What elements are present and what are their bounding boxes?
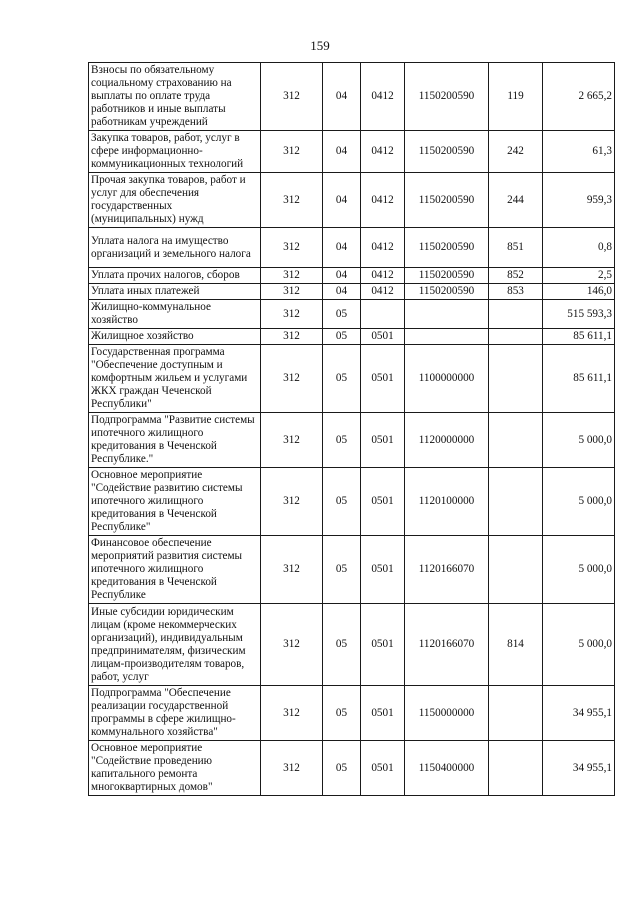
row-admin-code: 312 bbox=[261, 536, 323, 604]
row-expense-type bbox=[489, 468, 543, 536]
table-row bbox=[89, 173, 615, 228]
row-subsection: 0412 bbox=[361, 173, 405, 228]
row-name: Основное мероприятие "Содействие развитию системы ипотечного жилищного кредитования в Чеченской Республике" bbox=[89, 468, 261, 536]
row-amount: 5 000,0 bbox=[543, 604, 615, 686]
row-target-article: 1120000000 bbox=[405, 413, 489, 468]
row-admin-code: 312 bbox=[261, 63, 323, 131]
row-expense-type: 119 bbox=[489, 63, 543, 131]
row-target-article: 1150200590 bbox=[405, 131, 489, 173]
row-amount: 2,5 bbox=[543, 268, 615, 284]
row-expense-type: 244 bbox=[489, 173, 543, 228]
table-row bbox=[89, 536, 615, 604]
row-section: 05 bbox=[323, 468, 361, 536]
row-section: 04 bbox=[323, 268, 361, 284]
row-section: 05 bbox=[323, 686, 361, 741]
row-section: 04 bbox=[323, 228, 361, 268]
row-amount: 34 955,1 bbox=[543, 686, 615, 741]
row-target-article: 1150200590 bbox=[405, 63, 489, 131]
table-row bbox=[89, 300, 615, 329]
row-target-article: 1150200590 bbox=[405, 228, 489, 268]
row-subsection: 0412 bbox=[361, 63, 405, 131]
row-amount: 0,8 bbox=[543, 228, 615, 268]
row-expense-type bbox=[489, 345, 543, 413]
row-target-article: 1120166070 bbox=[405, 536, 489, 604]
row-subsection: 0501 bbox=[361, 413, 405, 468]
row-expense-type bbox=[489, 536, 543, 604]
row-admin-code: 312 bbox=[261, 268, 323, 284]
row-subsection: 0501 bbox=[361, 468, 405, 536]
row-amount: 959,3 bbox=[543, 173, 615, 228]
row-subsection: 0412 bbox=[361, 268, 405, 284]
row-amount: 5 000,0 bbox=[543, 468, 615, 536]
row-amount: 85 611,1 bbox=[543, 329, 615, 345]
table-row bbox=[89, 468, 615, 536]
row-admin-code: 312 bbox=[261, 284, 323, 300]
row-subsection: 0412 bbox=[361, 131, 405, 173]
table-row bbox=[89, 413, 615, 468]
row-subsection bbox=[361, 300, 405, 329]
row-name: Основное мероприятие "Содействие проведению капитального ремонта многоквартирных домов" bbox=[89, 741, 261, 796]
row-expense-type: 852 bbox=[489, 268, 543, 284]
table-row bbox=[89, 741, 615, 796]
row-name: Взносы по обязательному социальному страхованию на выплаты по оплате труда работников и иные выплаты работникам учреждений bbox=[89, 63, 261, 131]
row-amount: 146,0 bbox=[543, 284, 615, 300]
table-row bbox=[89, 284, 615, 300]
row-admin-code: 312 bbox=[261, 604, 323, 686]
table-row bbox=[89, 228, 615, 268]
row-section: 04 bbox=[323, 284, 361, 300]
row-admin-code: 312 bbox=[261, 329, 323, 345]
row-amount: 2 665,2 bbox=[543, 63, 615, 131]
row-section: 05 bbox=[323, 345, 361, 413]
row-expense-type bbox=[489, 741, 543, 796]
row-name: Уплата налога на имущество организаций и земельного налога bbox=[89, 228, 261, 268]
table-row bbox=[89, 604, 615, 686]
table-row bbox=[89, 63, 615, 131]
row-expense-type bbox=[489, 300, 543, 329]
row-name: Уплата прочих налогов, сборов bbox=[89, 268, 261, 284]
table-row bbox=[89, 131, 615, 173]
row-expense-type: 853 bbox=[489, 284, 543, 300]
row-name: Жилищное хозяйство bbox=[89, 329, 261, 345]
row-subsection: 0501 bbox=[361, 536, 405, 604]
row-expense-type bbox=[489, 329, 543, 345]
row-section: 05 bbox=[323, 741, 361, 796]
row-subsection: 0501 bbox=[361, 329, 405, 345]
row-name: Прочая закупка товаров, работ и услуг для обеспечения государственных (муниципальных) нужд bbox=[89, 173, 261, 228]
row-amount: 61,3 bbox=[543, 131, 615, 173]
row-section: 05 bbox=[323, 413, 361, 468]
row-expense-type bbox=[489, 413, 543, 468]
row-subsection: 0412 bbox=[361, 228, 405, 268]
row-expense-type: 814 bbox=[489, 604, 543, 686]
row-target-article: 1150200590 bbox=[405, 173, 489, 228]
row-target-article: 1150200590 bbox=[405, 268, 489, 284]
row-admin-code: 312 bbox=[261, 413, 323, 468]
budget-table bbox=[88, 62, 615, 796]
page-number: 159 bbox=[310, 38, 330, 53]
row-subsection: 0501 bbox=[361, 345, 405, 413]
row-name: Иные субсидии юридическим лицам (кроме некоммерческих организаций), индивидуальным предпринимателям, физическим лицам-производителям товаров, работ, услуг bbox=[89, 604, 261, 686]
row-target-article bbox=[405, 300, 489, 329]
row-admin-code: 312 bbox=[261, 228, 323, 268]
table-row bbox=[89, 268, 615, 284]
row-admin-code: 312 bbox=[261, 173, 323, 228]
table-row bbox=[89, 686, 615, 741]
row-admin-code: 312 bbox=[261, 300, 323, 329]
row-amount: 85 611,1 bbox=[543, 345, 615, 413]
row-amount: 5 000,0 bbox=[543, 413, 615, 468]
row-name: Уплата иных платежей bbox=[89, 284, 261, 300]
row-subsection: 0501 bbox=[361, 741, 405, 796]
row-amount: 515 593,3 bbox=[543, 300, 615, 329]
row-admin-code: 312 bbox=[261, 345, 323, 413]
row-section: 05 bbox=[323, 329, 361, 345]
row-name: Закупка товаров, работ, услуг в сфере информационно-коммуникационных технологий bbox=[89, 131, 261, 173]
row-subsection: 0412 bbox=[361, 284, 405, 300]
row-amount: 5 000,0 bbox=[543, 536, 615, 604]
row-name: Подпрограмма "Обеспечение реализации государственной программы в сфере жилищно-коммунального хозяйства" bbox=[89, 686, 261, 741]
row-target-article: 1100000000 bbox=[405, 345, 489, 413]
row-name: Государственная программа "Обеспечение доступным и комфортным жильем и услугами ЖКХ граждан Чеченской Республики" bbox=[89, 345, 261, 413]
row-target-article: 1150400000 bbox=[405, 741, 489, 796]
row-amount: 34 955,1 bbox=[543, 741, 615, 796]
row-admin-code: 312 bbox=[261, 741, 323, 796]
row-target-article: 1120166070 bbox=[405, 604, 489, 686]
row-name: Финансовое обеспечение мероприятий развития системы ипотечного жилищного кредитования в Чеченской Республике bbox=[89, 536, 261, 604]
row-expense-type: 242 bbox=[489, 131, 543, 173]
row-section: 04 bbox=[323, 131, 361, 173]
row-target-article: 1120100000 bbox=[405, 468, 489, 536]
row-expense-type: 851 bbox=[489, 228, 543, 268]
row-expense-type bbox=[489, 686, 543, 741]
row-section: 05 bbox=[323, 300, 361, 329]
row-section: 04 bbox=[323, 63, 361, 131]
row-admin-code: 312 bbox=[261, 686, 323, 741]
row-target-article bbox=[405, 329, 489, 345]
row-target-article: 1150200590 bbox=[405, 284, 489, 300]
row-subsection: 0501 bbox=[361, 686, 405, 741]
row-section: 04 bbox=[323, 173, 361, 228]
row-name: Жилищно-коммунальное хозяйство bbox=[89, 300, 261, 329]
table-row bbox=[89, 329, 615, 345]
row-target-article: 1150000000 bbox=[405, 686, 489, 741]
row-name: Подпрограмма "Развитие системы ипотечного жилищного кредитования в Чеченской Республике." bbox=[89, 413, 261, 468]
table-row bbox=[89, 345, 615, 413]
row-admin-code: 312 bbox=[261, 468, 323, 536]
row-section: 05 bbox=[323, 604, 361, 686]
row-subsection: 0501 bbox=[361, 604, 405, 686]
row-section: 05 bbox=[323, 536, 361, 604]
row-admin-code: 312 bbox=[261, 131, 323, 173]
